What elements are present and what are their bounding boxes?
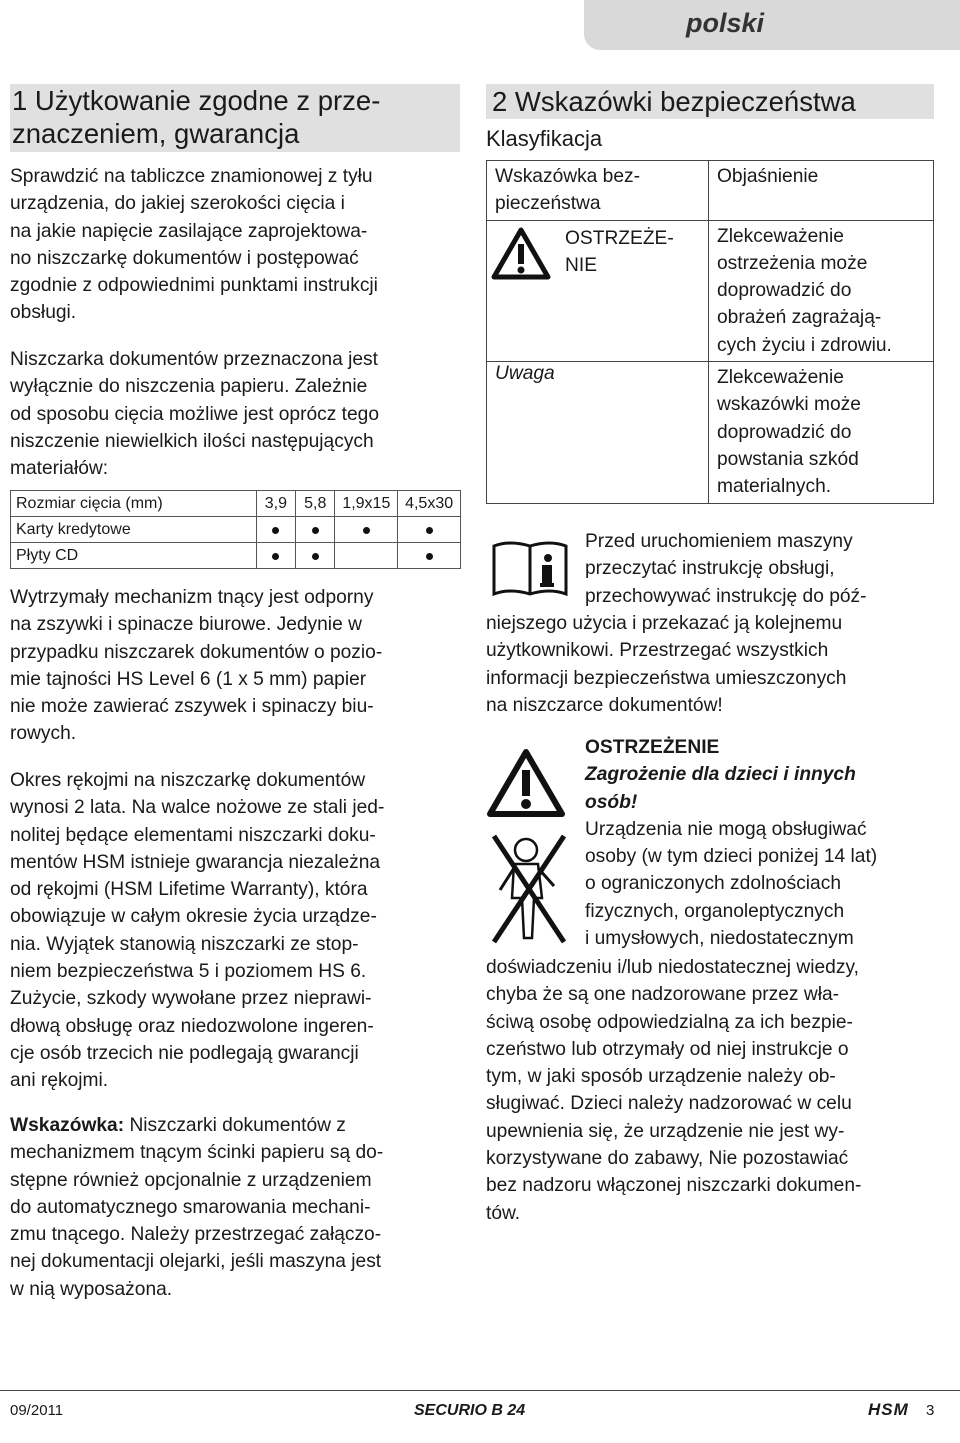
text-line: Sprawdzić na tabliczce znamionowej z tyłu — [10, 166, 373, 187]
warning-body — [486, 954, 936, 1227]
text-line: nej dokumentacji olejarki, jeśli maszyna jest — [10, 1251, 382, 1273]
text-line: pieczeństwa — [495, 193, 601, 215]
dot-icon — [426, 553, 433, 560]
no-children-icon — [488, 828, 568, 948]
warning-triangle-icon — [491, 227, 551, 281]
text-line: o ograniczonych zdolnościach — [585, 873, 841, 895]
mark-cell — [335, 543, 398, 569]
text-line: zmu tnącego. Należy przestrzegać załączo- — [10, 1224, 382, 1246]
text-line: urządzenia, do jakiej szerokości cięcia i — [10, 193, 345, 215]
mark-cell — [398, 543, 461, 569]
page-number: 3 — [926, 1402, 935, 1419]
text-line: nia. Wyjątek stanowią niszczarki ze stop- — [10, 933, 359, 955]
para-2 — [10, 346, 460, 482]
caution-label: Uwaga — [495, 363, 555, 385]
text-line: i umysłowych, niedostatecznym — [585, 928, 854, 950]
classification-table — [486, 160, 934, 504]
text-line: doprowadzić do — [717, 421, 852, 443]
row-label: Karty kredytowe — [11, 517, 257, 543]
text-line: tów. — [486, 1202, 521, 1224]
text-line: niejszego użycia i przekazać ją kolejnemu — [486, 613, 843, 634]
hsm-logo: HSM — [868, 1400, 909, 1419]
text-line: przypadku niszczarek dokumentów o pozio- — [10, 641, 383, 663]
text-line: obrażeń zagrażają- — [717, 307, 882, 329]
caution-cell — [487, 362, 709, 503]
para-4 — [10, 767, 460, 1095]
table-header: 3,9 — [256, 491, 295, 517]
text-line: materialnych. — [717, 476, 832, 498]
text-line: przechowywać instrukcję do póź- — [585, 585, 867, 607]
text-line: informacji bezpieczeństwa umieszczonych — [486, 667, 847, 689]
text-line: mechanizmem tnącym ścinki papieru są do- — [10, 1142, 384, 1164]
language-label: polski — [685, 8, 764, 38]
para-1 — [10, 163, 460, 327]
warning-subtitle: osób! — [585, 791, 638, 813]
text-line: przeczytać instrukcję obsługi, — [585, 558, 835, 580]
text-line: dłową obsługę oraz niedozwolone ingeren- — [10, 1015, 374, 1037]
text-line: Niszczarki dokumentów z — [124, 1115, 346, 1136]
table-header: Rozmiar cięcia (mm) — [11, 491, 257, 517]
text-line: wskazówki może — [717, 394, 861, 416]
text-line: Przed uruchomieniem maszyny — [585, 531, 853, 552]
dot-icon — [272, 527, 279, 534]
dot-icon — [426, 527, 433, 534]
text-line: powstania szkód — [717, 448, 859, 470]
text-line: niem bezpieczeństwa 5 i poziomem HS 6. — [10, 961, 367, 983]
title-line: znaczeniem, gwarancja — [12, 118, 300, 149]
text-line: doprowadzić do — [717, 280, 852, 302]
text-line: nie może zawierać zszywek i spinaczy biu- — [10, 696, 374, 718]
text-line: ściwą osobę odpowiedzialną za ich bezpie- — [486, 1011, 853, 1033]
text-line: czeństwo lub otrzymały od niej instrukcje o — [486, 1038, 849, 1060]
text-line: obowiązuje w całym okresie życia urządze- — [10, 906, 377, 928]
text-line: Wytrzymały mechanizm tnący jest odporny — [10, 587, 374, 608]
section-2-title: 2 Wskazówki bezpieczeństwa — [486, 84, 934, 119]
text-line: Zlekceważenie — [717, 225, 844, 247]
text-line: obsługi. — [10, 302, 77, 324]
mark-cell — [398, 517, 461, 543]
text-line: rowych. — [10, 723, 77, 745]
table-row — [11, 517, 461, 543]
text-line: upewnienia się, że urządzenie nie jest wy- — [486, 1120, 845, 1142]
info-text — [486, 610, 936, 719]
text-line: doświadczeniu i/lub niedostatecznej wiedzy, — [486, 957, 859, 978]
text-line: korzystywane do zabawy, Nie pozostawiać — [486, 1148, 849, 1170]
section-1-title — [10, 84, 460, 152]
text-line: bez nadzoru włączonej niszczarki dokumen- — [486, 1175, 862, 1197]
text-line: Niszczarka dokumentów przeznaczona jest — [10, 349, 378, 370]
warning-subtitle: Zagrożenie dla dzieci i innych — [585, 764, 856, 786]
cut-size-table — [10, 490, 461, 569]
text-line: NIE — [565, 254, 597, 276]
text-line: Zużycie, szkody wywołane przez nieprawi- — [10, 988, 372, 1010]
text-line: materiałów: — [10, 458, 109, 480]
text-line: w nią wyposażona. — [10, 1278, 173, 1300]
info-text-indent — [585, 528, 945, 610]
text-line: ostrzeżenia może — [717, 252, 868, 274]
text-line: chyba że są one nadzorowane przez wła- — [486, 984, 840, 1006]
table-header: 4,5x30 — [398, 491, 461, 517]
col-header — [709, 161, 934, 221]
footer-date: 09/2011 — [10, 1402, 64, 1419]
mark-cell — [335, 517, 398, 543]
text-line: no niszczarkę dokumentów i postępować — [10, 247, 359, 269]
text-line: od sposobu cięcia możliwe jest oprócz tego — [10, 403, 380, 425]
text-line: Zlekceważenie — [717, 367, 844, 389]
text-line: Urządzenia nie mogą obsługiwać — [585, 818, 867, 840]
text-line: cje osób trzecich nie podlegają gwarancji — [10, 1042, 359, 1064]
mark-cell — [256, 543, 295, 569]
warning-explanation — [709, 220, 934, 361]
manual-book-icon — [490, 538, 570, 600]
text-line: mentów HSM istnieje gwarancja niezależna — [10, 851, 381, 873]
text-line: Okres rękojmi na niszczarkę dokumentów — [10, 770, 366, 791]
text-line: ani rękojmi. — [10, 1070, 109, 1092]
para-3 — [10, 584, 460, 748]
mark-cell — [296, 543, 335, 569]
language-tab — [584, 0, 960, 50]
warning-block — [585, 734, 945, 952]
text-line: osoby (w tym dzieci poniżej 14 lat) — [585, 846, 878, 868]
text-line: mie tajności HS Level 6 (1 x 5 mm) papier — [10, 668, 367, 690]
dot-icon — [363, 527, 370, 534]
text-line: Objaśnienie — [717, 166, 819, 187]
text-line: od rękojmi (HSM Lifetime Warranty), która — [10, 879, 368, 901]
mark-cell — [296, 517, 335, 543]
text-line: zgodnie z odpowiednimi punktami instrukcji — [10, 275, 378, 297]
subtitle: Klasyfikacja — [486, 126, 603, 151]
dot-icon — [272, 553, 279, 560]
col-header — [487, 161, 709, 221]
text-line: użytkownikowi. Przestrzegać wszystkich — [486, 640, 829, 662]
note-label: Wskazówka: — [10, 1115, 125, 1136]
text-line: na zszywki i spinacze biurowe. Jedynie w — [10, 614, 362, 636]
warning-label — [565, 225, 674, 280]
title-line: 1 Użytkowanie zgodne z prze- — [12, 85, 381, 116]
para-5 — [10, 1112, 460, 1303]
text-line: fizycznych, organoleptycznych — [585, 900, 845, 922]
table-header: 1,9x15 — [335, 491, 398, 517]
footer-divider — [0, 1390, 960, 1391]
table-row — [11, 543, 461, 569]
text-line: cych życiu i zdrowiu. — [717, 334, 892, 356]
dot-icon — [312, 553, 319, 560]
text-line: tym, w jaki sposób urządzenie należy ob- — [486, 1066, 836, 1088]
text-line: OSTRZEŻE- — [565, 227, 674, 249]
text-line: wyłącznie do niszczenia papieru. Zależnie — [10, 376, 368, 398]
warning-cell — [487, 220, 709, 361]
text-line: sługiwać. Dzieci należy nadzorować w celu — [486, 1093, 852, 1115]
table-header: 5,8 — [296, 491, 335, 517]
text-line: niszczenie niewielkich ilości następujących — [10, 430, 374, 452]
footer-model: SECURIO B 24 — [414, 1402, 526, 1419]
row-label: Płyty CD — [11, 543, 257, 569]
text-line: nolitej będące elementami niszczarki doku- — [10, 824, 376, 846]
dot-icon — [312, 527, 319, 534]
text-line: do automatycznego smarowania mechani- — [10, 1196, 371, 1218]
text-line: stępne również opcjonalnie z urządzeniem — [10, 1169, 372, 1191]
text-line: wynosi 2 lata. Na walce nożowe ze stali jed- — [10, 797, 385, 819]
warning-title: OSTRZEŻENIE — [585, 737, 720, 758]
text-line: na niszczarce dokumentów! — [486, 694, 723, 716]
text-line: Wskazówka bez- — [495, 166, 641, 187]
mark-cell — [256, 517, 295, 543]
warning-triangle-icon — [486, 748, 566, 818]
text-line: na jakie napięcie zasilające zaprojektowa- — [10, 220, 368, 242]
caution-explanation — [709, 362, 934, 503]
table-header-row — [11, 491, 461, 517]
